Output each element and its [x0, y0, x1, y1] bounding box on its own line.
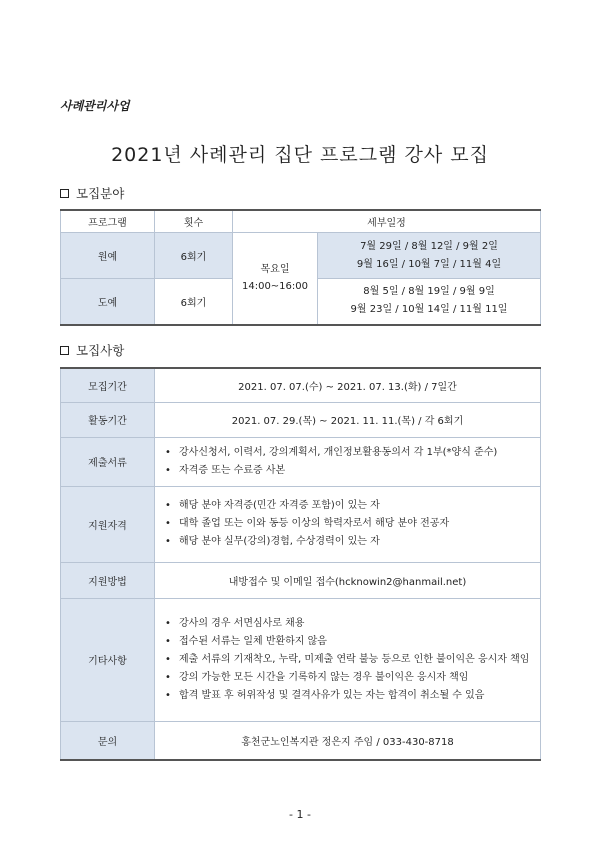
bullet-list: [155, 615, 540, 705]
list-item: • 제출 서류의 기재착오, 누락, 미제출 연락 불능 등으로 인한 불이익은 응시자 책임: [165, 651, 540, 669]
schedule-line: 9월 23일 / 10월 14일 / 11월 11일: [350, 304, 508, 316]
table-row: [61, 368, 541, 402]
page-title: 2021년 사례관리 집단 프로그램 강사 모집: [111, 144, 489, 166]
schedule-line: 9월 16일 / 10월 7일 / 11월 4일: [356, 258, 502, 270]
list-item: • 강사의 경우 서면심사로 채용: [165, 615, 540, 633]
list-item: • 해당 분야 실무(강의)경험, 수상경력이 있는 자: [165, 533, 540, 551]
table-row: [61, 721, 541, 760]
session-count: 6회기: [155, 279, 233, 325]
schedule-cell: [318, 279, 541, 325]
day-time-cell: [233, 233, 318, 325]
section-heading-requirements: [60, 341, 124, 359]
row-value: 홍천군노인복지관 정은지 주임 / 033-430-8718: [155, 721, 541, 760]
row-value: 2021. 07. 29.(목) ~ 2021. 11. 11.(목) / 각 6회기: [155, 402, 541, 437]
table-row: [61, 233, 541, 279]
list-item: • 해당 분야 자격증(민간 자격증 포함)이 있는 자: [165, 497, 540, 515]
section-heading-text: 모집사항: [76, 343, 125, 358]
table-row: [61, 486, 541, 562]
list-item: • 강사신청서, 이력서, 강의계획서, 개인정보활용동의서 각 1부(*양식 준수): [165, 444, 540, 462]
bullet-list: [155, 497, 540, 551]
table-row: [61, 562, 541, 598]
list-item: • 접수된 서류는 일체 반환하지 않음: [165, 633, 540, 651]
square-bullet-icon: [60, 189, 69, 198]
header-count: 횟수: [155, 210, 233, 233]
row-label: 제출서류: [61, 437, 155, 486]
section-heading-field: [60, 184, 124, 202]
row-label: 기타사항: [61, 598, 155, 721]
row-label: 활동기간: [61, 402, 155, 437]
session-count: 6회기: [155, 233, 233, 279]
row-value: [155, 437, 541, 486]
requirements-table: [60, 367, 541, 761]
section-heading-text: 모집분야: [76, 186, 125, 201]
header-program: 프로그램: [61, 210, 155, 233]
day: 목요일: [260, 264, 290, 276]
table-row: [61, 598, 541, 721]
square-bullet-icon: [60, 346, 69, 355]
header-schedule: 세부일정: [233, 210, 541, 233]
page-number: - 1 -: [289, 808, 311, 821]
field-table: [60, 209, 541, 326]
program-name: 원예: [61, 233, 155, 279]
row-label: 모집기간: [61, 368, 155, 402]
program-name: 도예: [61, 279, 155, 325]
row-value: 내방접수 및 이메일 접수(hcknowin2@hanmail.net): [155, 562, 541, 598]
list-item: • 대학 졸업 또는 이와 동등 이상의 학력자로서 해당 분야 전공자: [165, 515, 540, 533]
row-label: 문의: [61, 721, 155, 760]
schedule-line: 7월 29일 / 8월 12일 / 9월 2일: [360, 240, 498, 252]
row-value: 2021. 07. 07.(수) ~ 2021. 07. 13.(화) / 7일간: [155, 368, 541, 402]
row-value: [155, 486, 541, 562]
list-item: • 강의 가능한 모든 시간을 기록하지 않는 경우 불이익은 응시자 책임: [165, 669, 540, 687]
time: 14:00~16:00: [241, 281, 308, 293]
schedule-line: 8월 5일 / 8월 19일 / 9월 9일: [363, 286, 495, 298]
schedule-cell: [318, 233, 541, 279]
table-row: [61, 437, 541, 486]
table-row: [61, 402, 541, 437]
row-label: 지원방법: [61, 562, 155, 598]
bullet-list: [155, 444, 540, 480]
row-value: [155, 598, 541, 721]
list-item: • 합격 발표 후 허위작성 및 결격사유가 있는 자는 합격이 취소될 수 있음: [165, 687, 540, 705]
list-item: • 자격증 또는 수료증 사본: [165, 462, 540, 480]
category-label: 사례관리사업: [60, 99, 130, 113]
row-label: 지원자격: [61, 486, 155, 562]
